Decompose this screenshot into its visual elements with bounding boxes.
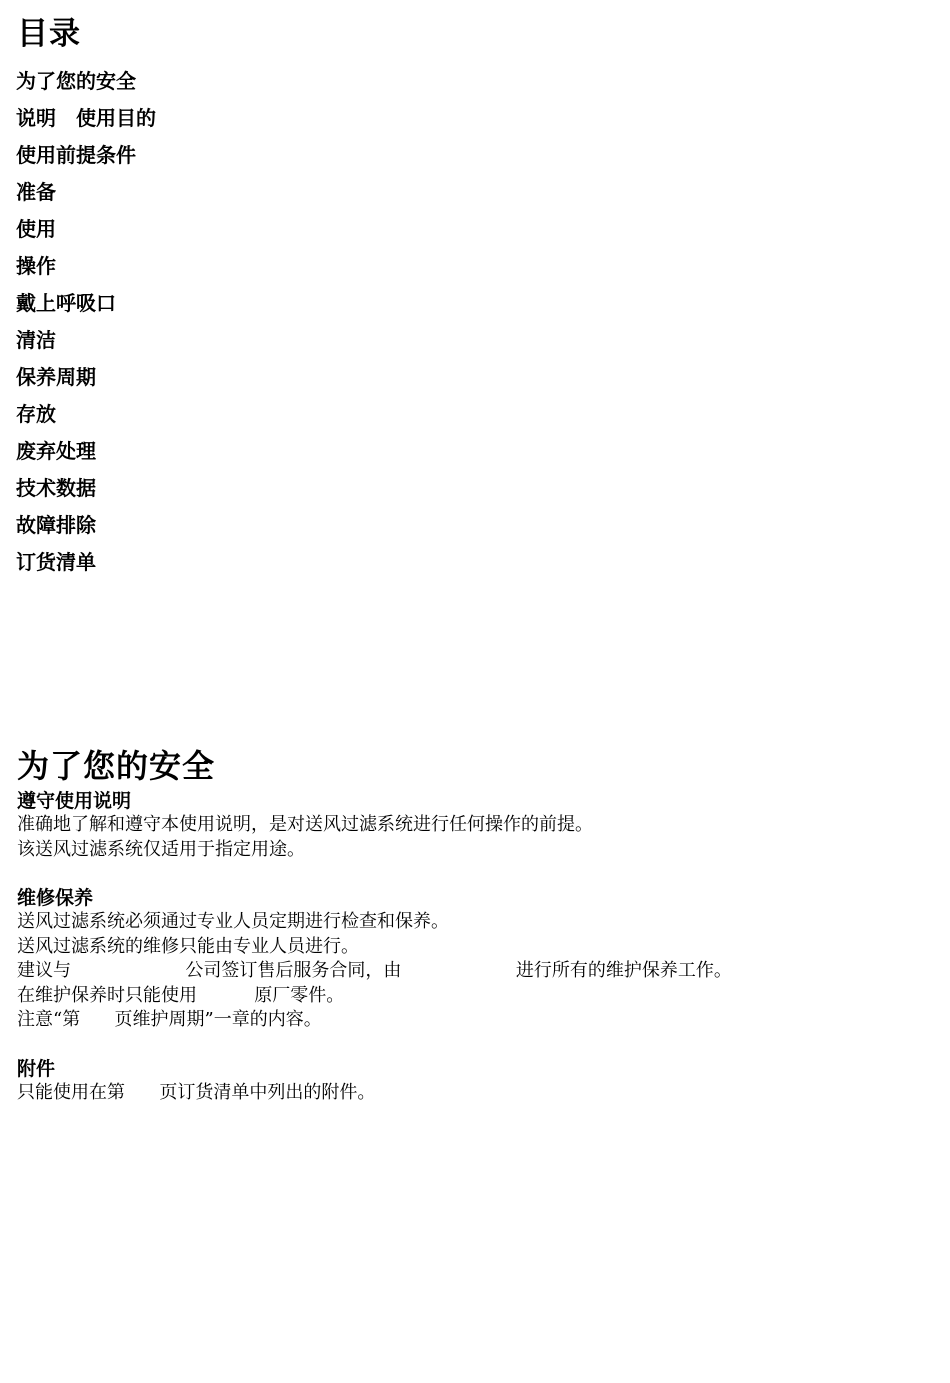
maintenance-line: 建议与 公司签订售后服务合同，由 进行所有的维护保养工作。 <box>17 960 732 981</box>
maintenance-line: 送风过滤系统的维修只能由专业人员进行。 <box>17 935 359 957</box>
toc-item-storage[interactable]: 存放 <box>16 402 56 426</box>
paragraph-spacer <box>17 1033 917 1057</box>
toc-item-operation[interactable]: 操作 <box>16 254 56 278</box>
usage-line: 该送风过滤系统仅适用于指定用途。 <box>17 838 305 860</box>
maintenance-line: 注意“第 页维护周期”一章的内容。 <box>17 1009 322 1030</box>
toc-item-cleaning[interactable]: 清洁 <box>16 328 56 352</box>
accessories-heading: 附件 <box>17 1057 56 1080</box>
section-title: 为了您的安全 <box>17 747 216 785</box>
toc-item-disposal[interactable]: 废弃处理 <box>16 439 96 463</box>
toc-item-safety[interactable]: 为了您的安全 <box>16 69 136 93</box>
toc-item-fit-breathing-connection[interactable]: 戴上呼吸口 <box>16 291 116 315</box>
usage-line: 准确地了解和遵守本使用说明，是对送风过滤系统进行任何操作的前提。 <box>17 814 593 835</box>
usage-heading: 遵守使用说明 <box>17 790 132 812</box>
toc-item-description-purpose[interactable]: 说明 使用目的 <box>16 106 156 130</box>
toc-item-troubleshooting[interactable]: 故障排除 <box>16 513 96 537</box>
table-of-contents <box>16 64 156 582</box>
toc-item-preparation[interactable]: 准备 <box>16 180 56 204</box>
accessories-line: 只能使用在第 页订货清单中列出的附件。 <box>17 1081 376 1103</box>
toc-item-prerequisites[interactable]: 使用前提条件 <box>16 143 136 167</box>
maintenance-line: 在维护保养时只能使用 原厂零件。 <box>17 984 345 1006</box>
toc-item-use[interactable]: 使用 <box>16 217 56 241</box>
safety-section <box>17 743 917 1105</box>
toc-item-order-list[interactable]: 订货清单 <box>16 550 96 574</box>
maintenance-line: 送风过滤系统必须通过专业人员定期进行检查和保养。 <box>17 911 449 932</box>
paragraph-spacer <box>17 862 917 886</box>
toc-item-technical-data[interactable]: 技术数据 <box>16 476 96 500</box>
maintenance-heading: 维修保养 <box>17 887 94 909</box>
toc-item-maintenance-intervals[interactable]: 保养周期 <box>16 365 96 389</box>
toc-title: 目录 <box>17 16 81 52</box>
